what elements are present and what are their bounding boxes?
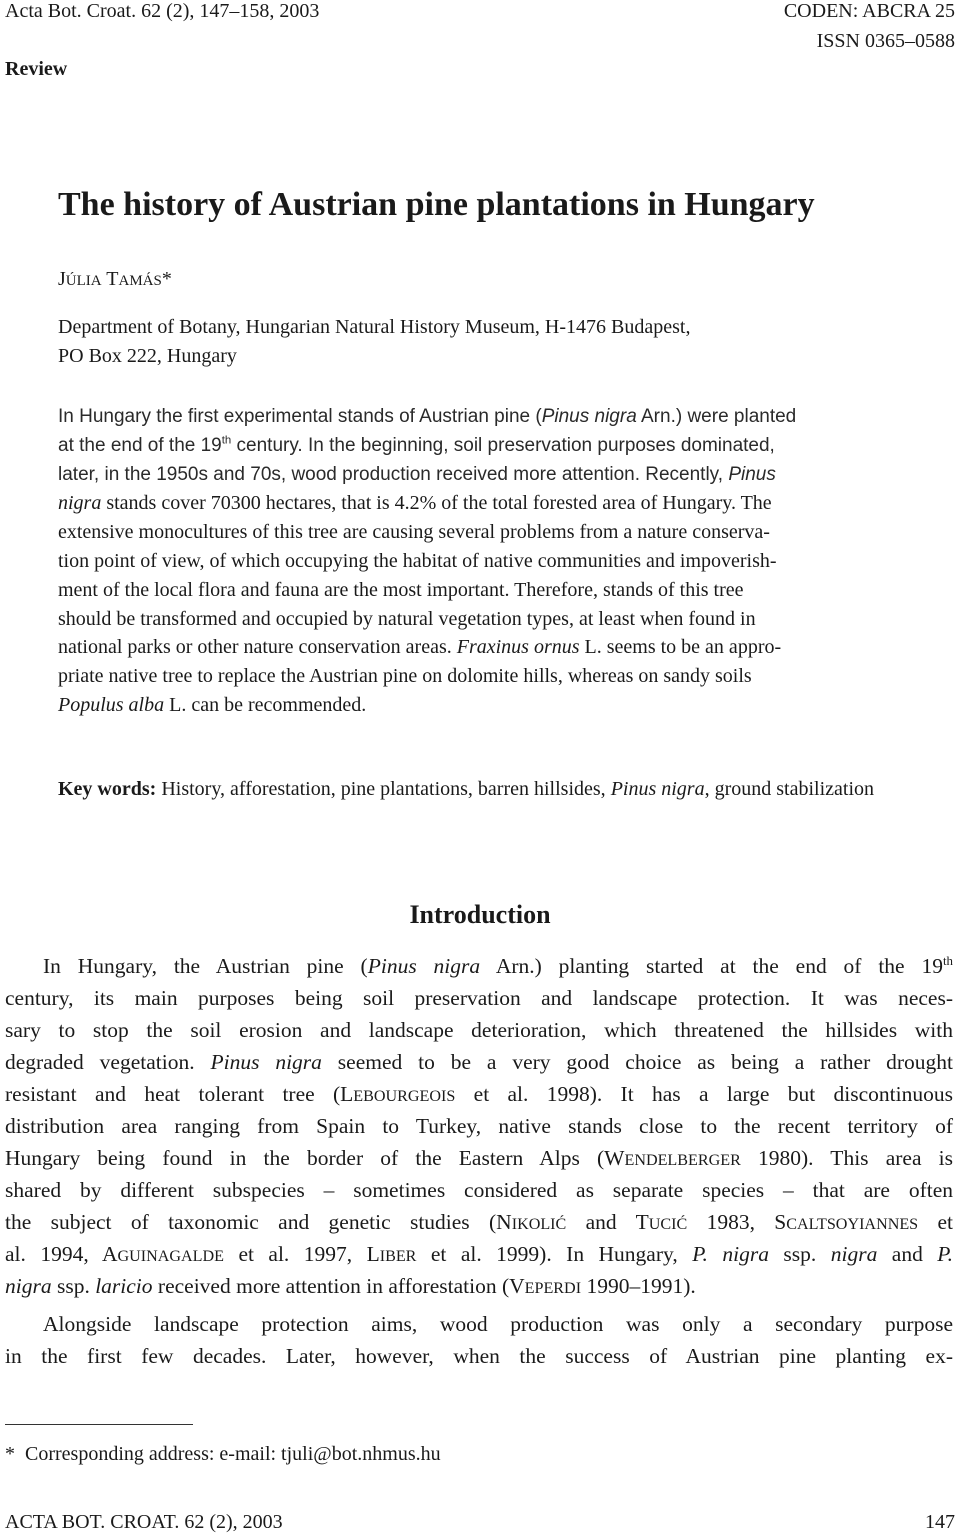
abstract-line xyxy=(58,403,901,432)
body-line xyxy=(5,1046,953,1078)
species-name: P. nigra xyxy=(692,1242,769,1266)
abstract-text: stands cover 70300 hectares, that is 4.2% of the total forested area of Hungary. The xyxy=(101,492,772,515)
body-line xyxy=(5,1078,953,1110)
article-title: The history of Austrian pine plantations in Hungary xyxy=(58,186,815,223)
body-text: ssp. xyxy=(51,1274,96,1298)
body-text: et al. 1999). In Hungary, xyxy=(416,1242,693,1266)
author-citation: ENDELBERGER xyxy=(624,1152,741,1169)
author-citation: CALTSOYIANNES xyxy=(786,1216,919,1233)
abstract-text: at the end of the 19 xyxy=(58,434,222,456)
abstract-text: In Hungary the first experimental stands of Austrian pine ( xyxy=(58,406,542,427)
body-text: ssp. xyxy=(768,1242,831,1266)
author-footnote-mark: * xyxy=(161,268,172,290)
footnote-mark: * xyxy=(5,1443,15,1465)
abstract-line: extensive monocultures of this tree are causing several problems from a nature conserva- xyxy=(58,521,770,544)
abstract-text: national parks or other nature conservation areas. xyxy=(58,636,457,659)
species-name: Pinus nigra xyxy=(210,1050,322,1074)
body-line: in the first few decades. Later, however, when the success of Austrian pine planting ex- xyxy=(5,1344,953,1368)
abstract xyxy=(58,403,901,489)
author-citation: EBOURGEOIS xyxy=(353,1088,456,1105)
body-text: 1983, S xyxy=(687,1210,787,1234)
abstract-line: tion point of view, of which occupying the habitat of native communities and impoverish- xyxy=(58,549,777,572)
body-line xyxy=(5,950,953,982)
body-text: Arn.) planting started at the end of the 19 xyxy=(480,954,943,978)
abstract-line xyxy=(58,432,901,461)
abstract-line: ment of the local flora and fauna are the most important. Therefore, stands of this tree xyxy=(58,578,744,601)
author-first-initial: J xyxy=(58,268,66,290)
body-line: century, its main purposes being soil preservation and landscape protection. It was neces- xyxy=(5,986,953,1010)
keywords-text: , ground stabilization xyxy=(704,778,875,800)
introduction-body xyxy=(5,950,953,1372)
author-name xyxy=(58,266,172,294)
body-line xyxy=(5,1142,953,1174)
body-line: Alongside landscape protection aims, wood production was only a secondary purpose xyxy=(43,1312,953,1336)
author-citation: IKOLIĆ xyxy=(511,1216,567,1233)
footnote xyxy=(5,1440,441,1468)
article-type: Review xyxy=(5,58,68,80)
coden: CODEN: ABCRA 25 xyxy=(783,0,955,22)
species-name: nigra xyxy=(58,492,102,515)
body-text: degraded vegetation. xyxy=(5,1050,211,1074)
body-text: et al. 1997, L xyxy=(224,1242,380,1266)
abstract-line: should be transformed and occupied by natural vegetation types, at least when found in xyxy=(58,607,756,630)
footnote-text: Corresponding address: e-mail: tjuli@bot.nhmus.hu xyxy=(25,1443,441,1465)
affiliation-line: PO Box 222, Hungary xyxy=(58,345,237,367)
keywords-label: Key words: xyxy=(58,778,157,800)
author-citation: UCIĆ xyxy=(648,1216,688,1233)
author-last-rest: AMÁS xyxy=(118,273,162,289)
author-citation: GUINAGALDE xyxy=(117,1248,224,1265)
author-citation: EPERDI xyxy=(524,1280,582,1297)
species-name: P. xyxy=(937,1242,954,1266)
abstract-line: priate native tree to replace the Austrian pine on dolomite hills, whereas on sandy soils xyxy=(58,665,752,688)
species-name: nigra xyxy=(5,1274,52,1298)
body-text: et al. 1998). It has a large but discontinuous xyxy=(455,1082,953,1106)
species-name: Pinus xyxy=(728,463,776,485)
abstract-line xyxy=(58,461,901,490)
author-citation: IBER xyxy=(379,1248,417,1265)
author-first-rest: ÚLIA xyxy=(65,273,102,289)
body-text: and T xyxy=(566,1210,649,1234)
abstract-text: L. seems to be an appro- xyxy=(579,636,782,659)
superscript: th xyxy=(221,434,232,447)
body-text: seemed to be a very good choice as being a rather drought xyxy=(321,1050,953,1074)
body-text: 1980). This area is xyxy=(740,1146,954,1170)
species-name: laricio xyxy=(95,1274,153,1298)
keywords-text: History, afforestation, pine plantations, barren hillsides, xyxy=(156,778,611,800)
body-line xyxy=(5,1270,953,1302)
footnote-rule xyxy=(5,1424,193,1425)
body-line xyxy=(5,1238,953,1270)
species-name: Populus alba xyxy=(58,693,165,716)
body-text: and xyxy=(877,1242,938,1266)
abstract-line xyxy=(58,489,901,518)
keywords xyxy=(58,775,901,804)
journal-citation: Acta Bot. Croat. 62 (2), 147–158, 2003 xyxy=(5,0,320,22)
body-text: In Hungary, the Austrian pine ( xyxy=(43,954,368,978)
body-line: sary to stop the soil erosion and landscape deterioration, which threatened the hillsides with xyxy=(5,1018,953,1042)
body-line xyxy=(5,1206,953,1238)
species-name: Fraxinus ornus xyxy=(456,636,580,659)
species-name: Pinus nigra xyxy=(541,406,637,427)
abstract-text: century. In the beginning, soil preservation purposes dominated, xyxy=(231,434,775,456)
author-last-initial: T xyxy=(106,268,119,290)
abstract-line xyxy=(58,691,901,720)
affiliation xyxy=(58,313,918,371)
affiliation-line: Department of Botany, Hungarian Natural History Museum, H-1476 Budapest, xyxy=(58,316,691,338)
body-line: distribution area ranging from Spain to Turkey, native stands close to the recent territory of xyxy=(5,1114,953,1138)
body-line: shared by different subspecies – sometimes considered as separate species – that are often xyxy=(5,1178,953,1202)
species-name: nigra xyxy=(830,1242,878,1266)
abstract-continued xyxy=(58,489,901,719)
body-text: the subject of taxonomic and genetic studies (N xyxy=(5,1210,512,1234)
abstract-text: Arn.) were planted xyxy=(636,406,797,427)
body-text: resistant and heat tolerant tree (L xyxy=(5,1082,354,1106)
body-text: et xyxy=(918,1210,953,1234)
body-text: 1990–1991). xyxy=(581,1274,696,1298)
body-text: Hungary being found in the border of the Eastern Alps (W xyxy=(5,1146,625,1170)
issn: ISSN 0365–0588 xyxy=(816,30,955,52)
body-text: received more attention in afforestation (V xyxy=(152,1274,525,1298)
superscript: th xyxy=(942,953,953,968)
abstract-line xyxy=(58,633,901,662)
abstract-text: L. can be recommended. xyxy=(164,693,367,716)
species-name: Pinus nigra xyxy=(610,778,705,800)
abstract-text: later, in the 1950s and 70s, wood production received more attention. Recently, xyxy=(58,463,729,485)
species-name: Pinus nigra xyxy=(367,954,481,978)
page-number: 147 xyxy=(925,1511,955,1533)
section-heading-introduction: Introduction xyxy=(409,900,551,929)
footer-journal: ACTA BOT. CROAT. 62 (2), 2003 xyxy=(5,1511,283,1533)
body-text: al. 1994, A xyxy=(5,1242,118,1266)
